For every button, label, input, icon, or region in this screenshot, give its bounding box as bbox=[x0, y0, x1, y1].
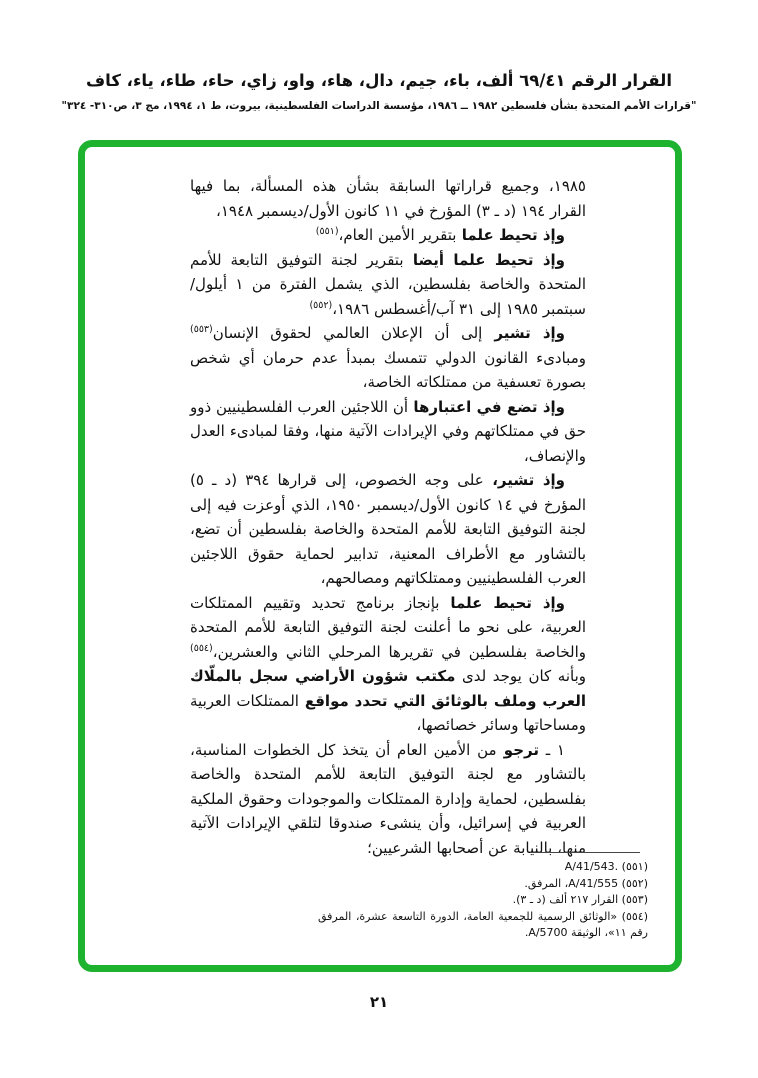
page-header bbox=[0, 70, 758, 113]
text-segment: من الأمين العام أن يتخذ كل الخطوات المناسبة، بالتشاور مع لجنة التوفيق التابعة للأمم المتحدة والخاصة بفلسطين، لحماية وإدارة الممتلكات والموجودات وحقوق الملكية العربية في إسرائيل، وأن ينشىء صندوقا لتلقي الإيرادات الآتية منها، بالنيابة عن أصحابها الشرعيين؛ bbox=[190, 740, 586, 857]
footnote-text: A/41/555، المرفق. bbox=[524, 876, 619, 890]
resolution-paragraph bbox=[190, 738, 586, 861]
text-segment: وإذ تشير، bbox=[483, 471, 566, 489]
text-segment: وإذ تحيط علما أيضا bbox=[403, 250, 565, 269]
footnote-reference: (٥٥٤) bbox=[190, 642, 213, 654]
footnote-reference: (٥٥٢) bbox=[309, 299, 333, 311]
resolution-paragraph bbox=[190, 248, 586, 322]
footnote-marker: (٥٥٣) bbox=[618, 893, 648, 906]
text-segment: ومبادىء القانون الدولي تتمسك بمبدأ عدم حرمان أي شخص بصورة تعسفية من ممتلكاته الخاصة، bbox=[190, 348, 586, 391]
text-segment: على وجه الخصوص، إلى قرارها ٣٩٤ (د ـ ٥) المؤرخ في ١٤ كانون الأول/ديسمبر ١٩٥٠، الذي أوعزت فيه إلى لجنة التوفيق التابعة للأمم المتحدة والخاصة بفلسطين أن تضع، بالتشاور مع الأطراف المعنية، تدابير لحماية حقوق اللاجئين العرب الفلسطينيين وممتلكاتهم ومصالحهم، bbox=[190, 471, 587, 587]
page-number: ٢١ bbox=[369, 993, 389, 1011]
resolution-paragraph bbox=[190, 395, 586, 469]
text-segment: وإذ تحيط علما bbox=[456, 226, 565, 244]
footnote-reference: (٥٥٣) bbox=[190, 324, 213, 335]
text-segment: بتقرير الأمين العام، bbox=[338, 226, 457, 244]
source-citation: "قرارات الأمم المتحدة بشأن فلسطين ١٩٨٢ ــ ١٩٨٦، مؤسسة الدراسات الفلسطينية، بيروت، ط ١، ١٩٩٤، مج ٣، ص٣١٠- ٣٢٤" bbox=[61, 100, 697, 112]
footnote-marker: (٥٥٢) bbox=[618, 876, 648, 890]
text-segment: بإنجاز برنامج تحديد وتقييم الممتلكات العربية، على نحو ما أعلنت لجنة التوفيق التابعة للأمم المتحدة والخاصة بفلسطين في تقريرها المرحلي الثاني والعشرين، bbox=[190, 593, 586, 661]
footnote-item bbox=[318, 859, 648, 876]
footnotes-list bbox=[318, 859, 648, 942]
text-segment: وإذ تحيط علما bbox=[439, 593, 565, 612]
footnote-marker: (٥٥٤) bbox=[617, 909, 648, 923]
resolution-title: القرار الرقم ٦٩/٤١ ألف، باء، جيم، دال، هاء، واو، زاي، حاء، طاء، ياء، كاف bbox=[85, 71, 672, 90]
footnote-item bbox=[318, 892, 648, 909]
text-segment: ١٩٨٥، وجميع قراراتها السابقة بشأن هذه المسألة، بما فيها القرار ١٩٤ (د ـ ٣) المؤرخ في ١١ كانون الأول/ديسمبر ١٩٤٨، bbox=[190, 177, 586, 220]
resolution-paragraphs bbox=[190, 174, 586, 860]
text-segment: مكتب شؤون الأراضي سجل بالملّاك العرب وملف بالوثائق التي تحدد مواقع bbox=[190, 667, 587, 710]
text-segment: ترجو bbox=[496, 740, 539, 759]
resolution-paragraph bbox=[190, 591, 586, 738]
text-segment: أن اللاجئين العرب الفلسطينيين ذوو حق في ممتلكاتهم وفي الإيرادات الآتية منها، وفقا لمبادىء العدل والإنصاف، bbox=[190, 397, 586, 465]
resolution-paragraph bbox=[190, 468, 586, 591]
text-segment: إلى أن الإعلان العالمي لحقوق الإنسان bbox=[212, 324, 483, 342]
resolution-paragraph bbox=[190, 321, 586, 395]
footnote-text: القرار ٢١٧ ألف (د ـ ٣). bbox=[512, 893, 619, 906]
text-segment: بتقرير لجنة التوفيق التابعة للأمم المتحدة والخاصة بفلسطين، الذي يشمل الفترة من ١ أيلول/سبتمبر ١٩٨٥ إلى ٣١ آب/أغسطس ١٩٨٦، bbox=[190, 250, 586, 318]
text-segment: ١ ـ bbox=[538, 740, 565, 759]
text-segment: وإذ تضع في اعتبارها bbox=[408, 397, 565, 416]
text-segment: وإذ تشير bbox=[482, 324, 565, 342]
text-segment: الممتلكات العربية ومساحاتها وسائر خصائصها، bbox=[190, 691, 586, 734]
footnote-separator bbox=[530, 852, 640, 853]
footnote-text: «الوثائق الرسمية للجمعية العامة، الدورة التاسعة عشرة، المرفق رقم ١١»، الوثيقة A/5700. bbox=[318, 909, 648, 939]
footnote-marker: (٥٥١) bbox=[618, 860, 648, 873]
resolution-paragraph bbox=[190, 223, 586, 248]
footnote-reference: (٥٥١) bbox=[315, 226, 339, 237]
footnote-item bbox=[318, 876, 648, 893]
footnote-text: A/41/543. bbox=[564, 860, 619, 873]
footnote-item bbox=[318, 909, 648, 942]
resolution-paragraph bbox=[190, 174, 586, 223]
text-segment: وبأنه كان يوجد لدى bbox=[455, 667, 586, 685]
